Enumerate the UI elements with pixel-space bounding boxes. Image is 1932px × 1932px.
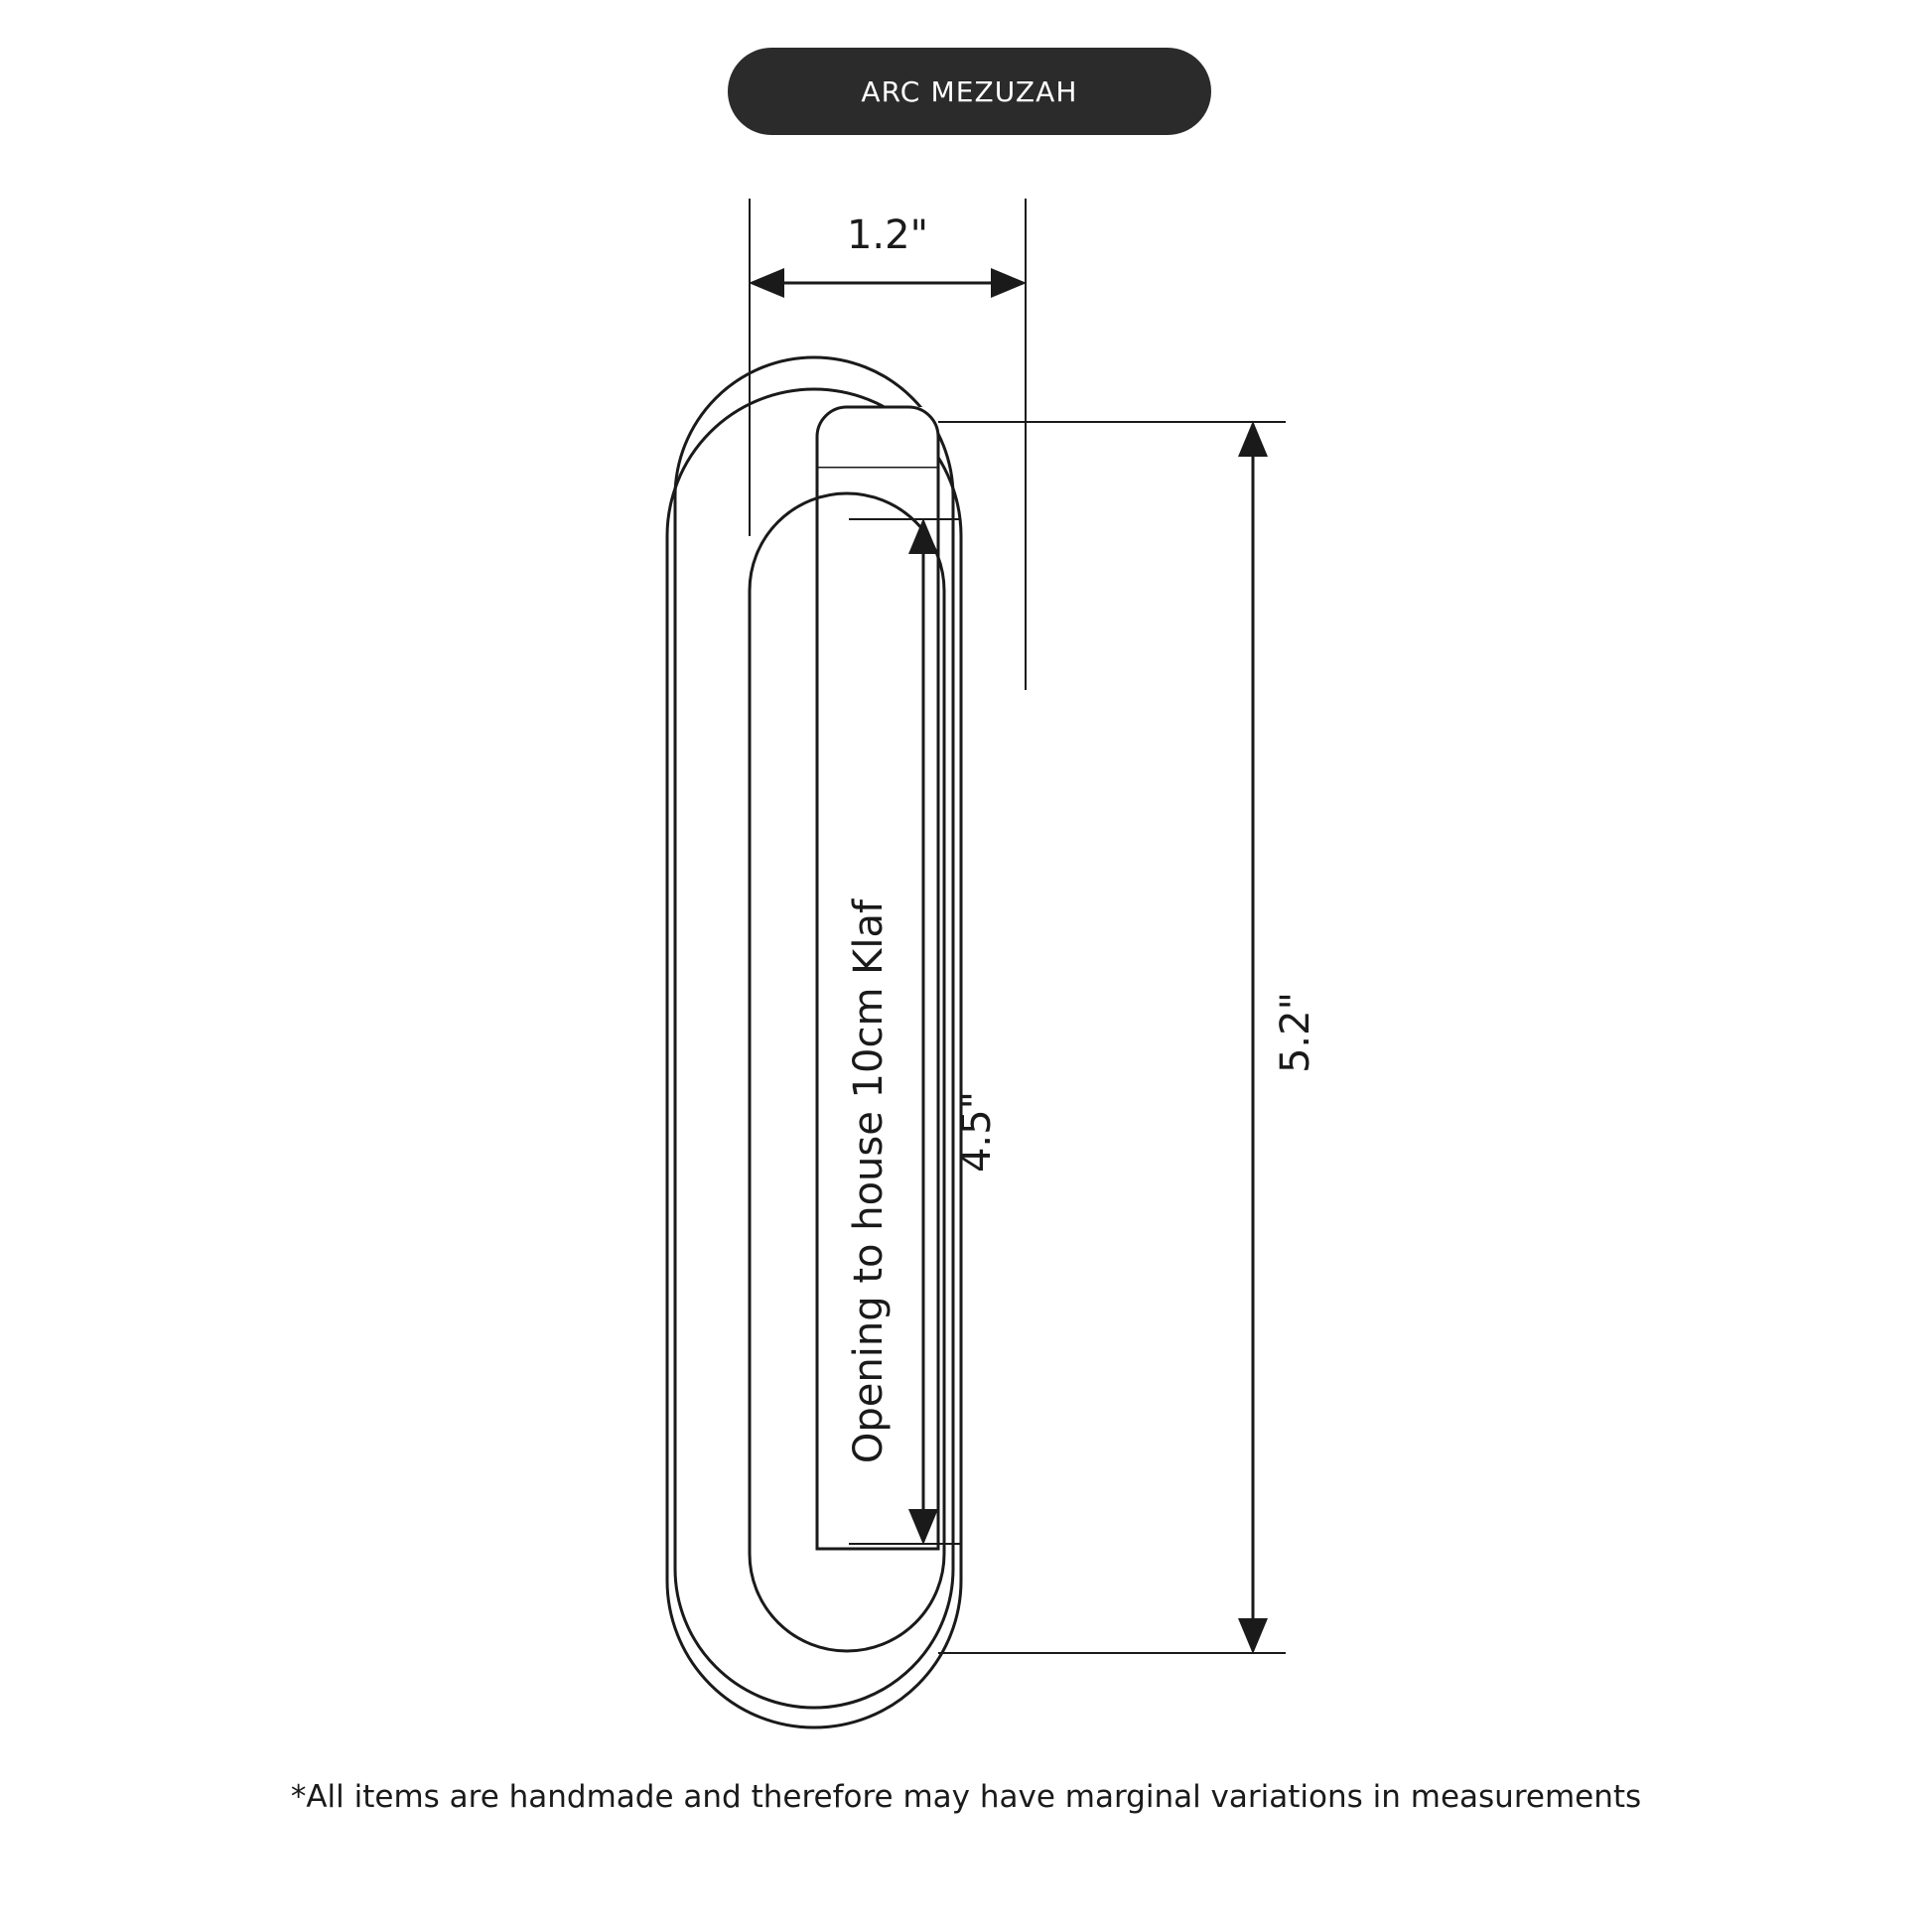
- opening-height-dimension-label: 4.5": [954, 1090, 1000, 1173]
- page-title: ARC MEZUZAH: [861, 74, 1078, 108]
- width-dimension-label: 1.2": [846, 212, 929, 258]
- dimension-drawing: [0, 139, 1932, 1757]
- footnote: *All items are handmade and therefore may have marginal variations in measurements: [290, 1779, 1642, 1815]
- opening-note-label: Opening to house 10cm Klaf: [846, 898, 892, 1464]
- overall-height-dimension-label: 5.2": [1273, 991, 1318, 1074]
- title-pill: [728, 48, 1211, 135]
- mezuzah-outer-shell: [675, 357, 953, 1708]
- mezuzah-front-face: [667, 389, 961, 1727]
- height-extension-lines: [938, 422, 1286, 1653]
